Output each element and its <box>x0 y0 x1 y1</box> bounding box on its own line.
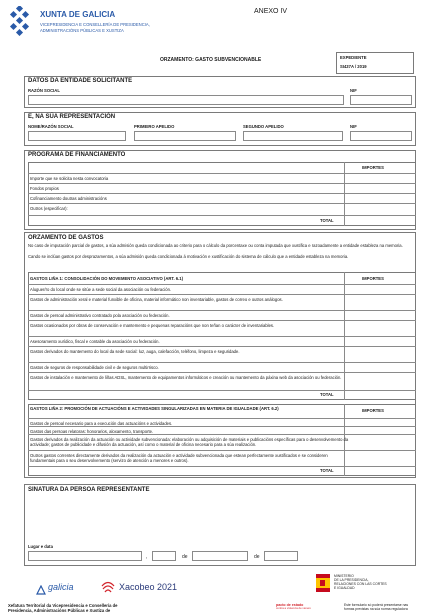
linea2-title: GASTOS LIÑA 2: PROMOCIÓN DE ACTUACIÓNS E ACTIVIDADES SINGULARIZADAS EN MATERIA DE IGUALDADE (ART. 6.2) <box>30 406 279 411</box>
primeiro-apelido-label: PRIMEIRO APELIDO <box>134 124 175 129</box>
segundo-apelido-label: SEGUNDO APELIDO <box>243 124 284 129</box>
day-field[interactable] <box>152 551 176 561</box>
orzamento-intro-1: No caso de imputación parcial de gastos, a súa admisión queda condicionada ao criterio para o cálculo da porcentaxe ou conta imputada que xustifica e razoadamente a entidade estableza na memoria. <box>28 243 403 248</box>
solicitante-nif-label: NIF <box>350 88 357 93</box>
financiamento-row: Fondos propios <box>28 183 416 193</box>
expediente-value: SI437A / 2019 <box>340 64 367 69</box>
orzamento-title: ORZAMENTO DE GASTOS <box>28 235 104 241</box>
linea1-row: Gastos ocasionados por obras de conservación e mantemento e pequenas reparacións que non teñan o carácter de inventariables. <box>28 320 416 334</box>
linea1-row: Gastos de persoal administrativo contratado pola asociación ou federación. <box>28 310 416 320</box>
month-field[interactable] <box>192 551 248 561</box>
xacobeo-shell-icon <box>100 578 116 594</box>
gov-line-2: DE LA PRESIDENCIA, <box>334 578 369 582</box>
date-comma: , <box>146 554 148 560</box>
date-de-2: de <box>254 554 260 560</box>
financiamento-total-label: TOTAL <box>320 218 334 223</box>
representacion-nif-label: NIF <box>350 124 357 129</box>
linea2-total-label: TOTAL <box>320 468 334 473</box>
representacion-nif-field[interactable] <box>350 131 412 141</box>
linea2-row: Gastos de persoal necesario para a execución das actuacións e actividades. <box>28 418 416 426</box>
date-de-1: de <box>182 554 188 560</box>
spain-coat-of-arms-icon <box>316 574 330 592</box>
linea1-title: GASTOS LIÑA 1: CONSOLIDACIÓN DO MOVEMENTO ASOCIATIVO (ART. 6.1) <box>30 276 184 281</box>
linea1-importes-header: IMPORTES <box>362 276 384 281</box>
linea2-row: Outros gastos correntes directamente derivados da realización da actuación e actividade subvencionada que estean perfectamente xustificados e se consideren fundamentais para o seu desenvolvemento (servizo de atención a menores e outros). <box>28 450 416 466</box>
lugar-data-label: Lugar e data <box>28 544 53 549</box>
footer-office-line-1: Xefatura Territorial da Vicepresidencia e Consellería de <box>8 603 118 608</box>
sinatura-title: SINATURA DA PERSOA REPRESENTANTE <box>28 487 150 493</box>
linea1-row: Aluguer/ro do local onde se sitúe a sede social da asociación ou federación. <box>28 284 416 294</box>
financiamento-row: Cofinanciamento doutras administracións <box>28 193 416 203</box>
pacto-brand: pacto de estado <box>276 603 304 607</box>
galicia-logo-icon <box>36 582 46 592</box>
footer-office-line-2: Presidencia, Administracións Públicas e Xustiza de <box>8 608 111 613</box>
year-field[interactable] <box>264 551 298 561</box>
linea2-importes-header: IMPORTES <box>362 408 384 413</box>
financiamento-title: PROGRAMA DE FINANCIAMENTO <box>28 152 126 158</box>
financiamento-row: Importe que se solicita nesta convocatoria <box>28 173 416 183</box>
xacobeo-wordmark: Xacobeo 2021 <box>119 582 178 592</box>
expediente-label: EXPEDIENTE <box>340 55 367 60</box>
financiamento-importes-header: IMPORTES <box>362 165 384 170</box>
galicia-wordmark: galicia <box>48 582 74 592</box>
linea1-total-label: TOTAL <box>320 392 334 397</box>
financiamento-row: Outros (especificar): <box>28 203 416 215</box>
solicitante-nif-field[interactable] <box>350 95 412 105</box>
org-sub-line-1: VICEPRESIDENCIA E CONSELLERÍA DE PRESIDENCIA, <box>40 22 150 27</box>
orzamento-intro-2: Cando se inclúan gastos por desprazamentos, a súa admisión queda condicionada á motivación e xustificación do sistema de cálculo que a entidade estableza na memoria. <box>28 254 349 259</box>
linea2-row: Gastos das persoas relatoras: honorarios, aloxamento, transporte. <box>28 426 416 434</box>
gov-line-3: RELACIONES CON LAS CORTES <box>334 582 387 586</box>
footer-note-1: Este formulario só poderá presentarse nas <box>344 603 409 607</box>
linea2-row: Gastos derivados da realización da actuación ou actividade subvencionada: elaboración ou adquisición de materiais e publicacións específicas para o desenvolvemento da actividade; gastos de publicidade e difusión da actuación, así como o material de oficina necesario para a súa realización. <box>28 434 416 450</box>
org-name: XUNTA DE GALICIA <box>40 10 116 19</box>
razon-social-field[interactable] <box>28 95 344 105</box>
linea1-row: Gastos de instalación e mantemento de liñas ADSL, mantemento de equipamentos informáticos e creación ou mantemento da páxina web da asociación ou federación. <box>28 372 416 388</box>
razon-social-label: RAZÓN SOCIAL <box>28 88 60 93</box>
pacto-brand-sub: contra a violencia de xénero <box>276 606 311 610</box>
org-sub-line-2: ADMINISTRACIÓNS PÚBLICAS E XUSTIZA <box>40 28 124 33</box>
gov-line-1: MINISTERIO <box>334 574 354 578</box>
solicitante-title: DATOS DA ENTIDADE SOLICITANTE <box>28 78 133 84</box>
linea1-row: Gastos de seguros de responsabilidade civil e de seguros multirrisco. <box>28 362 416 372</box>
xunta-logo-icon <box>8 6 34 36</box>
nome-label: NOME/RAZÓN SOCIAL <box>28 124 74 129</box>
linea1-row: Gastos derivados do mantemento do local da sede social: luz, auga, calefacción, teléfono, limpeza e seguridade. <box>28 346 416 360</box>
footer-note-2: formas previstas na súa norma reguladora <box>344 607 408 611</box>
linea1-row: Gastos de administración xeral e material funxible de oficina, material informático non inventariable, gastos de correo e outros análogos. <box>28 294 416 308</box>
representacion-title: E, NA SÚA REPRESENTACIÓN <box>28 114 116 120</box>
primeiro-apelido-field[interactable] <box>134 131 236 141</box>
gov-line-4: E IGUALDAD <box>334 586 355 590</box>
doc-title: ORZAMENTO: GASTO SUBVENCIONABLE <box>160 57 262 63</box>
annex-label: ANEXO IV <box>254 8 288 15</box>
linea1-row: Asesoramento xurídico, fiscal e contable da asociación ou federación. <box>28 336 416 346</box>
segundo-apelido-field[interactable] <box>243 131 343 141</box>
nome-field[interactable] <box>28 131 126 141</box>
lugar-field[interactable] <box>28 551 142 561</box>
